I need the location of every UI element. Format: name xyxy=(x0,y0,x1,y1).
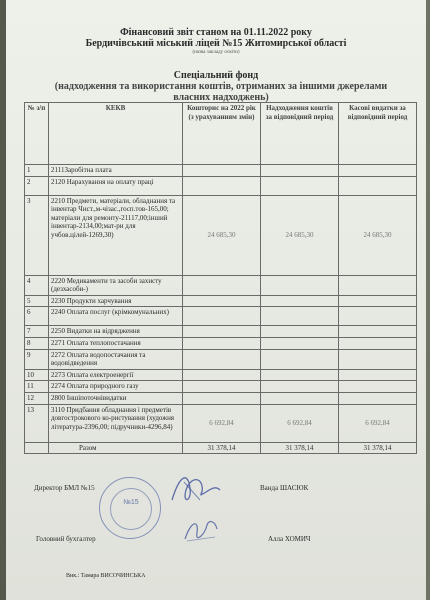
row-number: 1 xyxy=(25,165,49,177)
row-kekv: 3110 Придбання обладнання і предметів довгострокового ко-ристування (художня література-2396,00; підручники-4296,84) xyxy=(49,404,183,442)
executor-note: Вик.: Тамара ВИСОЧИНСЬКА xyxy=(66,573,146,579)
table-row xyxy=(25,307,417,326)
finance-table xyxy=(24,102,417,454)
row-receipts xyxy=(261,392,339,404)
total-label: Разом xyxy=(49,442,183,454)
row-budget xyxy=(183,392,261,404)
row-receipts: 24 685,30 xyxy=(261,195,339,275)
row-receipts xyxy=(261,337,339,349)
row-number: 13 xyxy=(25,404,49,442)
col-header-number: № з/п xyxy=(25,103,49,165)
row-kekv: 2273 Оплата електроенергії xyxy=(49,369,183,381)
col-header-kekv: КЕКВ xyxy=(49,103,183,165)
row-receipts xyxy=(261,307,339,326)
row-expenses xyxy=(339,369,417,381)
table-row xyxy=(25,381,417,393)
row-expenses xyxy=(339,392,417,404)
row-budget xyxy=(183,307,261,326)
row-expenses: 24 685,30 xyxy=(339,195,417,275)
report-title: Фінансовий звіт станом на 01.11.2022 року xyxy=(120,27,312,38)
row-kekv: 2230 Продукти харчування xyxy=(49,295,183,307)
total-expenses: 31 378,14 xyxy=(339,442,417,454)
row-receipts xyxy=(261,165,339,177)
row-expenses xyxy=(339,381,417,393)
photo-border-right xyxy=(426,0,430,600)
row-number: 9 xyxy=(25,349,49,369)
row-receipts xyxy=(261,275,339,295)
col-header-budget: Кошторис на 2022 рік (з урахуванням змін) xyxy=(183,103,261,165)
director-title: Директор БМЛ №15 xyxy=(34,484,95,492)
row-number: 3 xyxy=(25,195,49,275)
official-stamp xyxy=(99,477,161,539)
row-budget xyxy=(183,295,261,307)
table-row xyxy=(25,295,417,307)
row-kekv: 2120 Нарахування на оплату праці xyxy=(49,176,183,195)
row-kekv: 2210 Предмети, матеріали, обладнання та інвентар Чист.,м-чізас.,госп.тов-165,00; матеріали для ремонту-21117,00;інший інвентар-2134,00;мат-ри для учбов.цілей-1269,30) xyxy=(49,195,183,275)
row-budget xyxy=(183,337,261,349)
director-name: Ванда ШАСЮК xyxy=(260,484,309,492)
col-header-receipts: Надходження коштів за відповідний період xyxy=(261,103,339,165)
document-page xyxy=(6,0,426,600)
row-receipts xyxy=(261,369,339,381)
row-receipts: 6 692,84 xyxy=(261,404,339,442)
table-row xyxy=(25,349,417,369)
total-number-cell xyxy=(25,442,49,454)
table-row xyxy=(25,195,417,275)
row-budget xyxy=(183,369,261,381)
table-row xyxy=(25,392,417,404)
row-budget xyxy=(183,275,261,295)
row-expenses xyxy=(339,326,417,338)
total-row xyxy=(25,442,417,454)
row-expenses xyxy=(339,295,417,307)
row-kekv: 2272 Оплата водопостачання та водовідведення xyxy=(49,349,183,369)
row-receipts xyxy=(261,295,339,307)
row-expenses xyxy=(339,176,417,195)
row-number: 5 xyxy=(25,295,49,307)
row-budget: 24 685,30 xyxy=(183,195,261,275)
row-number: 7 xyxy=(25,326,49,338)
row-number: 8 xyxy=(25,337,49,349)
row-kekv: 2800 Іншіпоточнівидатки xyxy=(49,392,183,404)
table-row xyxy=(25,176,417,195)
accountant-title: Головний бухгалтер xyxy=(36,535,96,543)
row-number: 4 xyxy=(25,275,49,295)
stamp-number: №15 xyxy=(123,499,139,506)
row-kekv: 2274 Оплата природного газу xyxy=(49,381,183,393)
accountant-signature-icon xyxy=(181,515,221,545)
accountant-name: Алла ХОМИЧ xyxy=(268,535,311,543)
table-row xyxy=(25,404,417,442)
row-kekv: 2250 Видатки на відрядження xyxy=(49,326,183,338)
table-row xyxy=(25,326,417,338)
total-receipts: 31 378,14 xyxy=(261,442,339,454)
row-budget xyxy=(183,349,261,369)
row-kekv: 2111Заробітна плата xyxy=(49,165,183,177)
row-kekv: 2220 Медикаменти та засоби захисту (дезхасоби-) xyxy=(49,275,183,295)
table-row xyxy=(25,369,417,381)
row-expenses xyxy=(339,165,417,177)
col-header-expenses: Касові видатки за відповідний період xyxy=(339,103,417,165)
row-budget xyxy=(183,165,261,177)
row-expenses xyxy=(339,349,417,369)
row-number: 6 xyxy=(25,307,49,326)
row-budget xyxy=(183,176,261,195)
row-receipts xyxy=(261,349,339,369)
row-expenses xyxy=(339,275,417,295)
row-receipts xyxy=(261,176,339,195)
row-kekv: 2240 Оплата послуг (крімкомунальних) xyxy=(49,307,183,326)
school-name: Бердичівський міський ліцей №15 Житомирської області xyxy=(85,38,347,49)
row-number: 10 xyxy=(25,369,49,381)
table-header-row xyxy=(25,103,417,165)
row-number: 2 xyxy=(25,176,49,195)
row-budget xyxy=(183,381,261,393)
row-number: 12 xyxy=(25,392,49,404)
row-expenses: 6 692,84 xyxy=(339,404,417,442)
row-receipts xyxy=(261,326,339,338)
fund-subtitle: (надходження та використання коштів, отриманих за іншими джерелами власних надходжень) xyxy=(54,81,388,103)
row-budget xyxy=(183,326,261,338)
director-signature-icon xyxy=(166,470,226,508)
fund-title: Спеціальний фонд xyxy=(173,70,259,81)
school-name-caption: (назва закладу освіти) xyxy=(192,50,240,55)
row-receipts xyxy=(261,381,339,393)
row-expenses xyxy=(339,307,417,326)
row-number: 11 xyxy=(25,381,49,393)
row-kekv: 2271 Оплата теплопостачання xyxy=(49,337,183,349)
row-expenses xyxy=(339,337,417,349)
table-row xyxy=(25,275,417,295)
row-budget: 6 692,84 xyxy=(183,404,261,442)
table-row xyxy=(25,337,417,349)
table-row xyxy=(25,165,417,177)
total-budget: 31 378,14 xyxy=(183,442,261,454)
